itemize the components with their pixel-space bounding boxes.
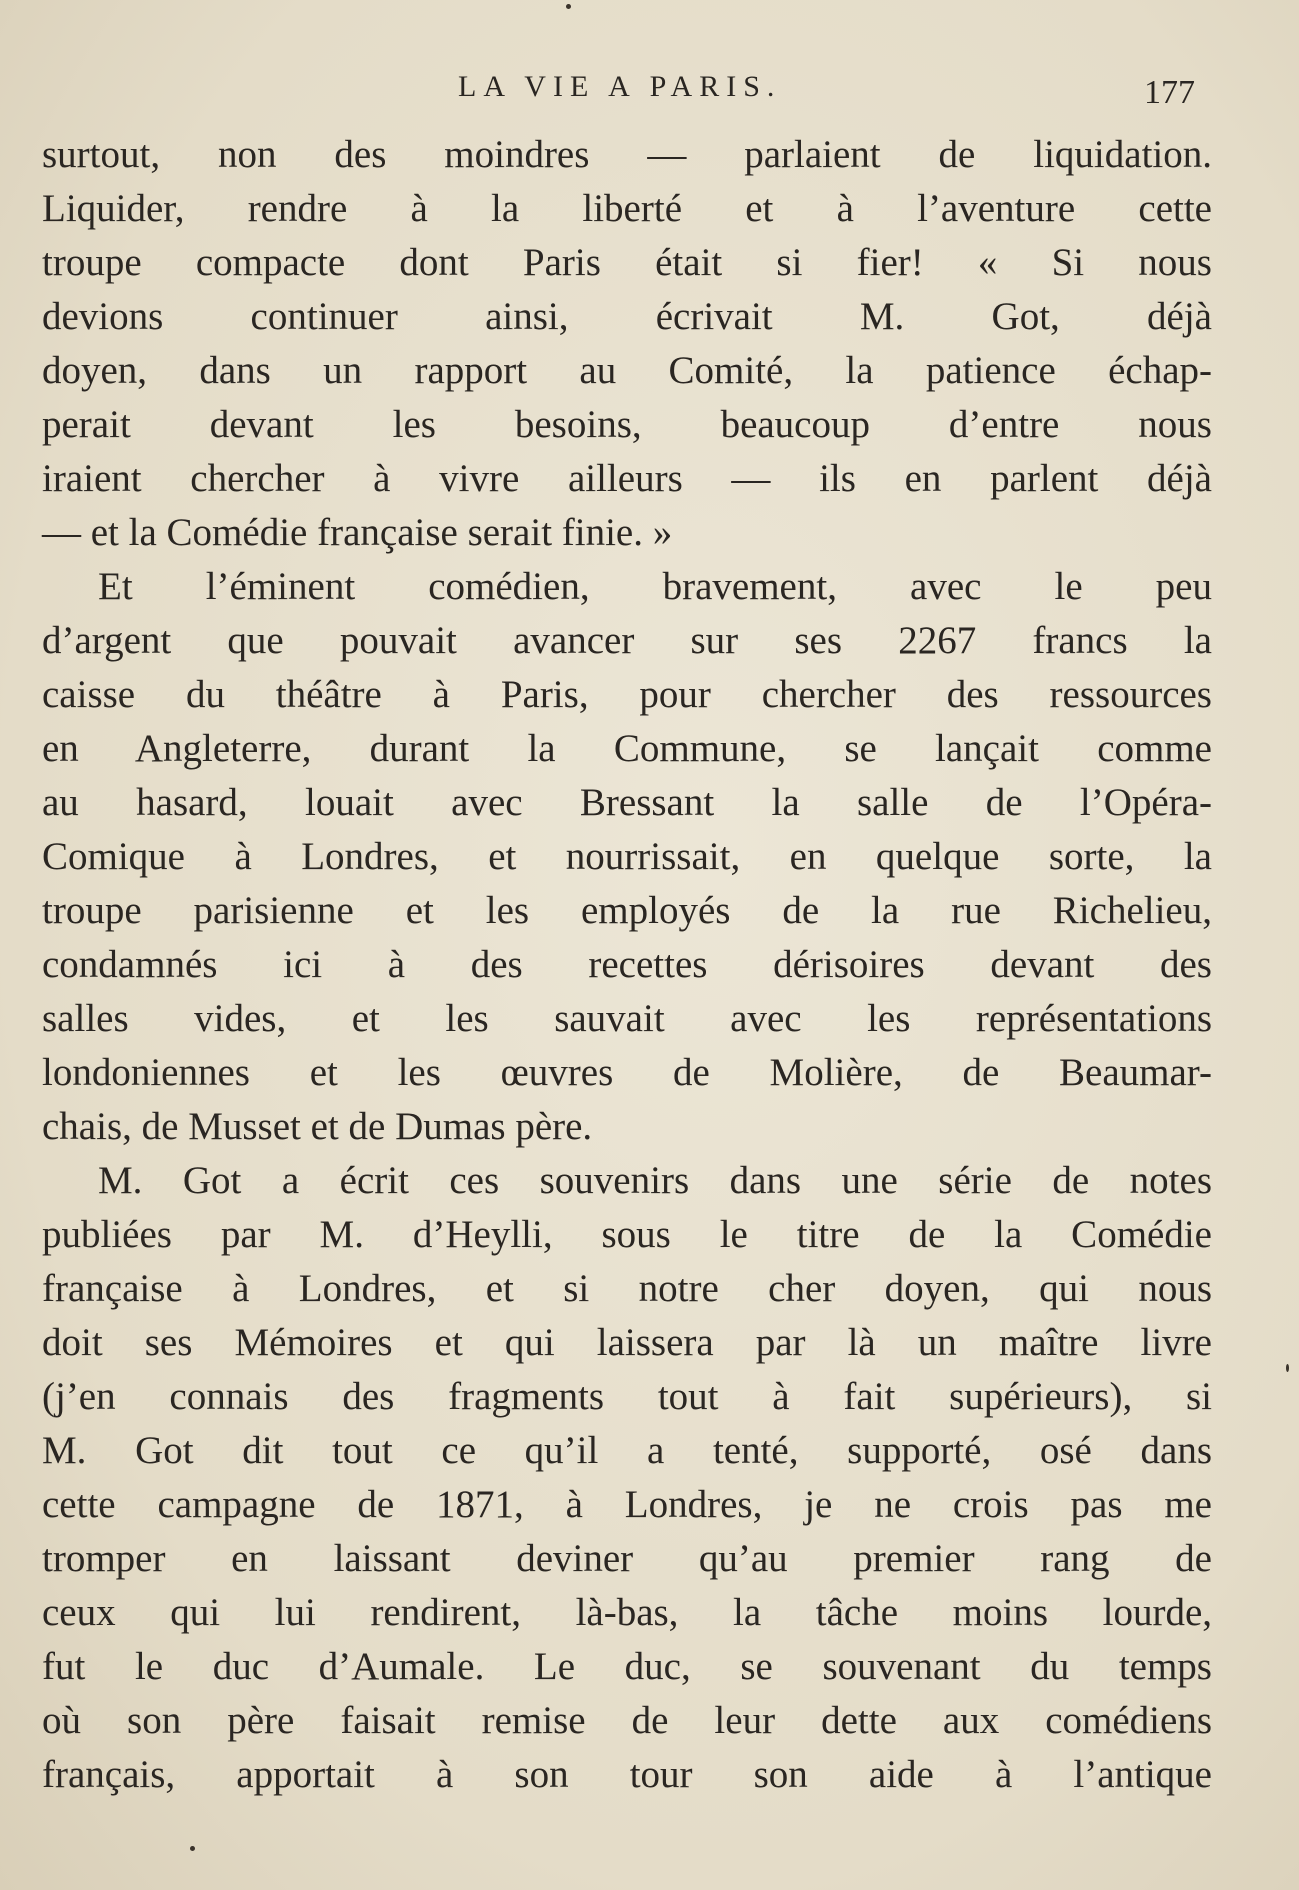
body-text [42, 128, 1212, 1796]
ink-speck [1286, 1364, 1289, 1372]
text-line: Liquider, rendre à la liberté et à l’aventure cette [42, 187, 1212, 230]
text-line: doit ses Mémoires et qui laissera par là un maître livre [42, 1321, 1212, 1364]
text-line: tromper en laissant deviner qu’au premier rang de [42, 1537, 1212, 1580]
text-line: ceux qui lui rendirent, là-bas, la tâche moins lourde, [42, 1591, 1212, 1634]
text-line: — et la Comédie française serait finie. » [42, 511, 673, 554]
ink-speck [190, 1846, 195, 1851]
text-line: où son père faisait remise de leur dette aux comédiens [42, 1699, 1212, 1742]
text-line: publiées par M. d’Heylli, sous le titre de la Comédie [42, 1213, 1212, 1256]
text-line: Comique à Londres, et nourrissait, en quelque sorte, la [42, 835, 1212, 878]
text-line: salles vides, et les sauvait avec les représentations [42, 997, 1212, 1040]
text-line: londoniennes et les œuvres de Molière, de Beaumar- [42, 1051, 1212, 1094]
text-line: surtout, non des moindres — parlaient de liquidation. [42, 133, 1212, 176]
page-header [0, 62, 1299, 122]
text-line: chais, de Musset et de Dumas père. [42, 1105, 593, 1148]
text-line: M. Got dit tout ce qu’il a tenté, supporté, osé dans [42, 1429, 1212, 1472]
text-line: en Angleterre, durant la Commune, se lançait comme [42, 727, 1212, 770]
text-line: (j’en connais des fragments tout à fait supérieurs), si [42, 1375, 1212, 1418]
text-line: M. Got a écrit ces souvenirs dans une série de notes [98, 1159, 1212, 1202]
text-line: condamnés ici à des recettes dérisoires devant des [42, 943, 1212, 986]
running-head: LA VIE A PARIS. [458, 70, 782, 103]
text-line: iraient chercher à vivre ailleurs — ils en parlent déjà [42, 457, 1212, 500]
text-line: française à Londres, et si notre cher doyen, qui nous [42, 1267, 1212, 1310]
text-line: doyen, dans un rapport au Comité, la patience échap- [42, 349, 1212, 392]
text-line: devions continuer ainsi, écrivait M. Got, déjà [42, 295, 1212, 338]
text-line: troupe parisienne et les employés de la rue Richelieu, [42, 889, 1212, 932]
text-line: troupe compacte dont Paris était si fier! « Si nous [42, 241, 1212, 284]
text-line: français, apportait à son tour son aide à l’antique [42, 1753, 1212, 1796]
text-line: caisse du théâtre à Paris, pour chercher des ressources [42, 673, 1212, 716]
text-line: fut le duc d’Aumale. Le duc, se souvenant du temps [42, 1645, 1212, 1688]
page-number: 177 [1144, 74, 1195, 111]
text-line: d’argent que pouvait avancer sur ses 2267 francs la [42, 619, 1212, 662]
text-line: cette campagne de 1871, à Londres, je ne crois pas me [42, 1483, 1212, 1526]
text-line: au hasard, louait avec Bressant la salle de l’Opéra- [42, 781, 1212, 824]
text-line: Et l’éminent comédien, bravement, avec le peu [98, 565, 1212, 608]
ink-speck [566, 4, 571, 9]
text-line: perait devant les besoins, beaucoup d’entre nous [42, 403, 1212, 446]
